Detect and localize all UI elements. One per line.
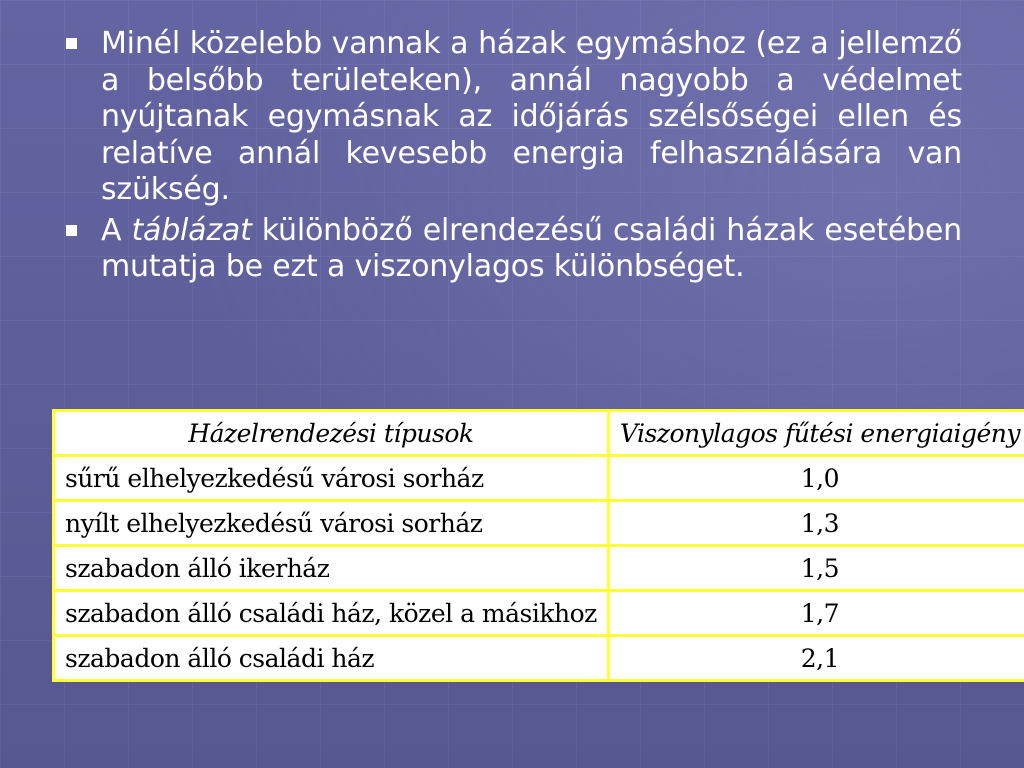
table-row [54,546,1024,591]
square-bullet-icon [66,225,77,236]
cell-energy-value: 1,5 [608,546,1024,591]
table-row [54,636,1024,681]
bullet-text-emphasis: táblázat [131,212,252,248]
cell-house-type: szabadon álló családi ház [54,636,609,681]
bullet-item-2 [62,213,962,286]
table-row [54,591,1024,636]
cell-energy-value: 1,0 [608,456,1024,501]
bullet-text-suffix: különböző elrendezésű családi házak esetében mutatja be ezt a viszonylagos különbséget. [101,212,962,284]
cell-energy-value: 1,7 [608,591,1024,636]
cell-energy-value: 1,3 [608,501,1024,546]
cell-house-type: szabadon álló ikerház [54,546,609,591]
heating-energy-table [52,409,1024,682]
column-header-value: Viszonylagos fűtési energiaigény [608,411,1024,456]
bullet-text: Minél közelebb vannak a házak egymáshoz (ez a jellemző a belsőbb területeken), annál nagyobb a védelmet nyújtanak egymásnak az időjárás szélsőségei ellen és relatíve annál kevesebb energia felhasználására van szükség. [101,26,962,207]
table-row [54,456,1024,501]
bullet-item-1 [62,26,962,209]
table-row [54,501,1024,546]
square-bullet-icon [66,38,77,49]
bullet-list [62,26,962,290]
column-header-type: Házelrendezési típusok [54,411,609,456]
cell-house-type: szabadon álló családi ház, közel a másikhoz [54,591,609,636]
cell-house-type: sűrű elhelyezkedésű városi sorház [54,456,609,501]
table-header-row [54,411,1024,456]
bullet-text-prefix: A [101,212,132,248]
cell-energy-value: 2,1 [608,636,1024,681]
cell-house-type: nyílt elhelyezkedésű városi sorház [54,501,609,546]
